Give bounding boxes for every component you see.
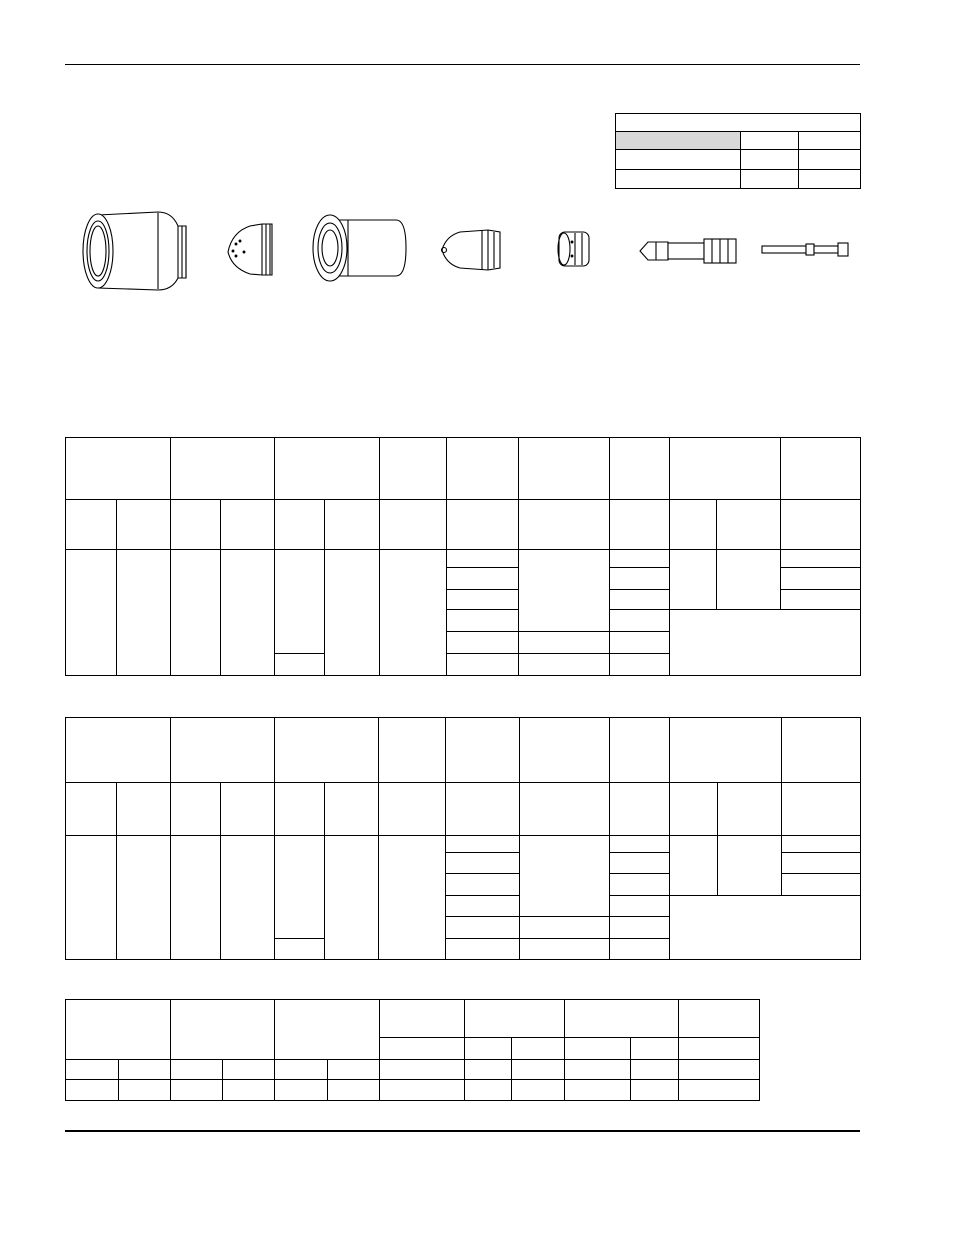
table-subheader-cell [782,783,861,836]
table-subheader-cell [117,500,171,550]
table-cell [119,1060,171,1080]
table-subheader-cell [670,500,717,550]
table-header-cell [171,718,275,783]
table-cell [223,1080,275,1101]
table-cell [718,836,782,896]
table-cell [519,550,610,632]
table-header-cell [519,438,610,500]
table-cell [328,1080,380,1101]
table-subheader-cell [446,783,520,836]
table-cell [610,568,670,590]
table-subheader-cell [631,1038,679,1060]
table-cell [782,836,861,853]
table-subheader-cell [465,1038,512,1060]
table-cell [631,1080,679,1101]
table-header-cell [275,1000,380,1060]
water-tube-icon [762,243,848,256]
table-cell [610,550,670,568]
table-cell [565,1060,631,1080]
table-subheader-cell [519,500,610,550]
table-cell [328,1060,380,1080]
table-cell [447,632,519,654]
table-header-cell [782,718,861,783]
table-cell [447,550,519,568]
table-cell [679,1080,760,1101]
table-subheader-cell [717,500,781,550]
table-cell [221,836,275,960]
table-cell [66,550,117,676]
table-subheader-cell [447,500,519,550]
table-cell [520,939,610,960]
table-header-cell [66,438,171,500]
table-cell [446,896,520,917]
process-table-1 [65,437,861,676]
table-header-cell [275,438,380,500]
table-cell [171,550,221,676]
table-header-cell [171,1000,275,1060]
table-header-cell [275,718,379,783]
table-cell [465,1080,512,1101]
table-cell [519,632,610,654]
table-header-cell [670,438,781,500]
table-cell [670,896,861,960]
table-cell [610,853,670,874]
table-subheader-cell [275,500,325,550]
table-cell [275,939,325,960]
swirl-ring-icon [558,232,589,266]
table-cell [171,1060,223,1080]
table-cell [610,939,670,960]
table-cell [379,836,446,960]
table-header-cell [446,718,520,783]
table-subheader-cell [379,783,446,836]
table-header-cell [565,1000,679,1038]
table-cell [781,550,861,568]
table-subheader-cell [221,500,275,550]
table-cell [446,836,520,853]
table-cell [631,1060,679,1080]
nozzle-icon [442,230,501,270]
table-cell [380,550,447,676]
table-cell [782,874,861,896]
table-header-cell [379,718,446,783]
table-header-cell [781,438,861,500]
table-cell [119,1080,171,1101]
table-cell [117,836,171,960]
table-cell [380,1060,465,1080]
table-cell [520,836,610,917]
table-cell [446,853,520,874]
table-subheader-cell [718,783,782,836]
table-subheader-cell [275,783,325,836]
bottom-table [65,999,760,1101]
table-header-cell [171,438,275,500]
table-cell [679,1060,760,1080]
table-subheader-cell [565,1038,631,1060]
table-cell [446,917,520,939]
table-cell [275,1080,328,1101]
table-subheader-cell [380,1038,465,1060]
table-cell [610,590,670,610]
table-cell [275,836,325,939]
table-cell [610,632,670,654]
table-subheader-cell [512,1038,565,1060]
table-cell [670,836,718,896]
table-cell [447,610,519,632]
table-cell [670,610,861,676]
table-subheader-cell [66,783,117,836]
table-subheader-cell [610,500,670,550]
table-cell [519,654,610,676]
shield-icon [83,212,186,290]
table-subheader-cell [520,783,610,836]
table-cell [610,610,670,632]
table-cell [610,874,670,896]
table-subheader-cell [171,500,221,550]
table-cell [66,1060,119,1080]
table-cell [447,568,519,590]
consumables-illustration [0,0,954,330]
table-cell [781,568,861,590]
table-subheader-cell [380,500,447,550]
table-subheader-cell [66,500,117,550]
table-subheader-cell [117,783,171,836]
table-cell [325,836,379,960]
table-cell [565,1080,631,1101]
table-cell [66,1080,119,1101]
table-cell [512,1060,565,1080]
table-cell [520,917,610,939]
table-cell [275,654,325,676]
table-subheader-cell [325,783,379,836]
table-cell [275,1060,328,1080]
table-cell [610,836,670,853]
table-cell [171,836,221,960]
nozzle-retaining-cap-icon [228,224,272,275]
table-cell [465,1060,512,1080]
table-cell [610,917,670,939]
table-subheader-cell [325,500,380,550]
table-cell [717,550,781,610]
table-subheader-cell [171,783,221,836]
footer-rule [65,1130,860,1132]
table-cell [325,550,380,676]
table-cell [512,1080,565,1101]
table-cell [446,874,520,896]
table-cell [66,836,117,960]
table-cell [610,896,670,917]
table-cell [447,654,519,676]
table-subheader-cell [670,783,718,836]
table-subheader-cell [781,500,861,550]
table-cell [446,939,520,960]
table-subheader-cell [679,1038,760,1060]
table-cell [117,550,171,676]
table-header-cell [380,438,447,500]
table-header-cell [447,438,519,500]
table-header-cell [670,718,782,783]
table-header-cell [66,1000,171,1060]
table-cell [221,550,275,676]
table-header-cell [66,718,171,783]
table-cell [447,590,519,610]
process-table-2 [65,717,861,960]
table-cell [670,550,717,610]
table-header-cell [679,1000,760,1038]
table-cell [610,654,670,676]
table-header-cell [610,718,670,783]
table-header-cell [610,438,670,500]
table-cell [223,1060,275,1080]
table-header-cell [520,718,610,783]
table-cell [380,1080,465,1101]
table-header-cell [465,1000,565,1038]
table-header-cell [380,1000,465,1038]
electrode-icon [640,239,736,263]
table-cell [171,1080,223,1101]
table-cell [781,590,861,610]
table-subheader-cell [221,783,275,836]
retaining-cap-icon [313,215,406,281]
table-cell [275,550,325,654]
table-cell [782,853,861,874]
table-subheader-cell [610,783,670,836]
